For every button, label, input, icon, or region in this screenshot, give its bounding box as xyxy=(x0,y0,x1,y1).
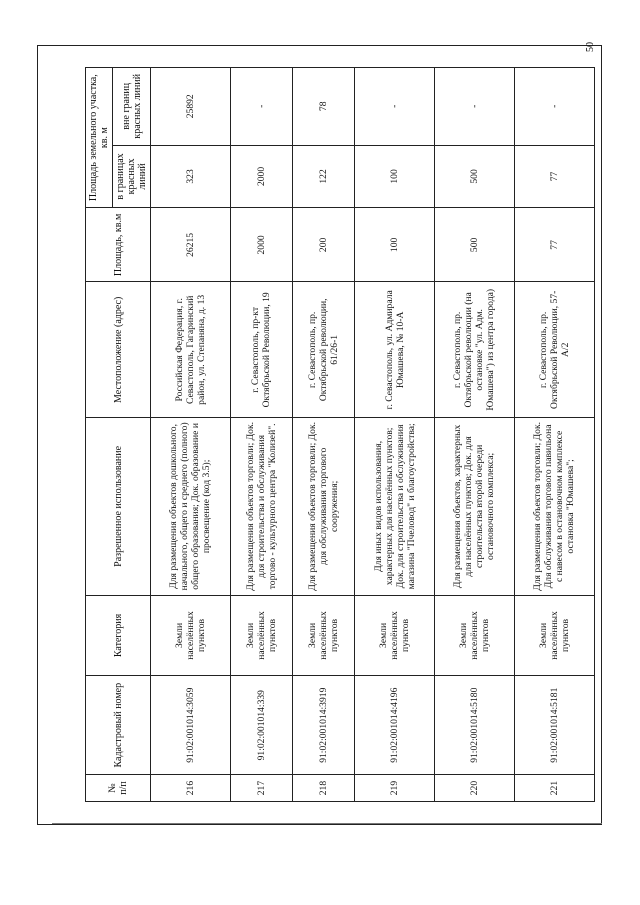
cell-use: Для иных видов использования, характерных для населённых пунктов; Док. для строительства и обслуживания магазина "Пчеловод" и благоустройства; xyxy=(355,418,435,595)
cell-num: 220 xyxy=(435,775,515,802)
cell-within: 77 xyxy=(514,145,594,208)
cell-location: г. Севастополь, пр. Октябрьской Революции, 57-А/2 xyxy=(514,282,594,418)
cell-outside: - xyxy=(230,68,292,146)
header-num: № п/п xyxy=(86,775,151,802)
cell-within: 500 xyxy=(435,145,515,208)
page-number: 50 xyxy=(585,42,596,52)
cell-category: Земли населённых пунктов xyxy=(514,595,594,676)
table-row xyxy=(355,68,435,802)
cell-outside: 78 xyxy=(293,68,355,146)
table-row xyxy=(293,68,355,802)
cell-num: 219 xyxy=(355,775,435,802)
header-location: Местоположение (адрес) xyxy=(86,282,151,418)
cell-use: Для размещения объектов торговли; Док. Для обслуживания торгового павильона с навесом в остановочном комплексе остановка "Юмашева"; xyxy=(514,418,594,595)
table-row xyxy=(230,68,292,802)
header-within: в границах красных линий xyxy=(113,145,151,208)
cell-use: Для размещения объектов, характерных для населённых пунктов; Док. для строительства второй очереди остановочного комплекса; xyxy=(435,418,515,595)
cell-cadastral: 91:02:001014:339 xyxy=(230,676,292,775)
cell-within: 122 xyxy=(293,145,355,208)
cell-num: 221 xyxy=(514,775,594,802)
cell-num: 218 xyxy=(293,775,355,802)
cell-category: Земли населённых пунктов xyxy=(293,595,355,676)
land-plots-table xyxy=(85,67,595,802)
cell-num: 216 xyxy=(151,775,231,802)
cell-location: Российская Федерация, г. Севастополь, Гагаринский район, ул. Степаняна, д. 13 xyxy=(151,282,231,418)
cell-cadastral: 91:02:001014:5181 xyxy=(514,676,594,775)
header-category: Категория xyxy=(86,595,151,676)
cell-area: 26215 xyxy=(151,208,231,282)
cell-cadastral: 91:02:001014:4196 xyxy=(355,676,435,775)
cell-area: 500 xyxy=(435,208,515,282)
header-land-area: Площадь земельного участка, кв. м xyxy=(86,68,113,208)
cell-cadastral: 91:02:001014:5180 xyxy=(435,676,515,775)
header-outside: вне границ красных линий xyxy=(113,68,151,146)
cell-location: г. Севастополь, пр. Октябрьской революции, 61/26-1 xyxy=(293,282,355,418)
cell-area: 200 xyxy=(293,208,355,282)
rotated-table-container xyxy=(85,67,595,802)
cell-outside: - xyxy=(355,68,435,146)
cell-area: 100 xyxy=(355,208,435,282)
cell-area: 2000 xyxy=(230,208,292,282)
cell-category: Земли населённых пунктов xyxy=(230,595,292,676)
cell-within: 2000 xyxy=(230,145,292,208)
cell-use: Для размещения объектов торговли; Док. для обслуживания торгового сооружения; xyxy=(293,418,355,595)
cell-location: г. Севастополь, пр-кт Октябрьской Революции, 19 xyxy=(230,282,292,418)
cell-category: Земли населённых пунктов xyxy=(355,595,435,676)
bottom-rule xyxy=(52,823,602,824)
cell-within: 100 xyxy=(355,145,435,208)
cell-use: Для размещения объектов торговли; Док. для строительства и обслуживания торгово - культурного центра "Колизей". xyxy=(230,418,292,595)
header-permitted-use: Разрешенное использование xyxy=(86,418,151,595)
cell-category: Земли населённых пунктов xyxy=(151,595,231,676)
cell-use: Для размещения объектов дошкольного, начального, общего и среднего (полного) общего образования; Док. образование и просвещение (код 3.5); xyxy=(151,418,231,595)
cell-location: г. Севастополь, ул. Адмирала Юмашева, № 10-А xyxy=(355,282,435,418)
table-row xyxy=(151,68,231,802)
cell-area: 77 xyxy=(514,208,594,282)
cell-within: 323 xyxy=(151,145,231,208)
cell-outside: 25892 xyxy=(151,68,231,146)
cell-outside: - xyxy=(435,68,515,146)
cell-cadastral: 91:02:001014:3919 xyxy=(293,676,355,775)
table-row xyxy=(435,68,515,802)
cell-location: г. Севастополь, пр. Октябрьской революции (на остановке "ул. Адм. Юмашева") из центра города) xyxy=(435,282,515,418)
cell-cadastral: 91:02:001014:3059 xyxy=(151,676,231,775)
cell-num: 217 xyxy=(230,775,292,802)
table-row xyxy=(514,68,594,802)
cell-category: Земли населённых пунктов xyxy=(435,595,515,676)
header-cadastral: Кадастровый номер xyxy=(86,676,151,775)
header-area: Площадь, кв.м xyxy=(86,208,151,282)
cell-outside: - xyxy=(514,68,594,146)
